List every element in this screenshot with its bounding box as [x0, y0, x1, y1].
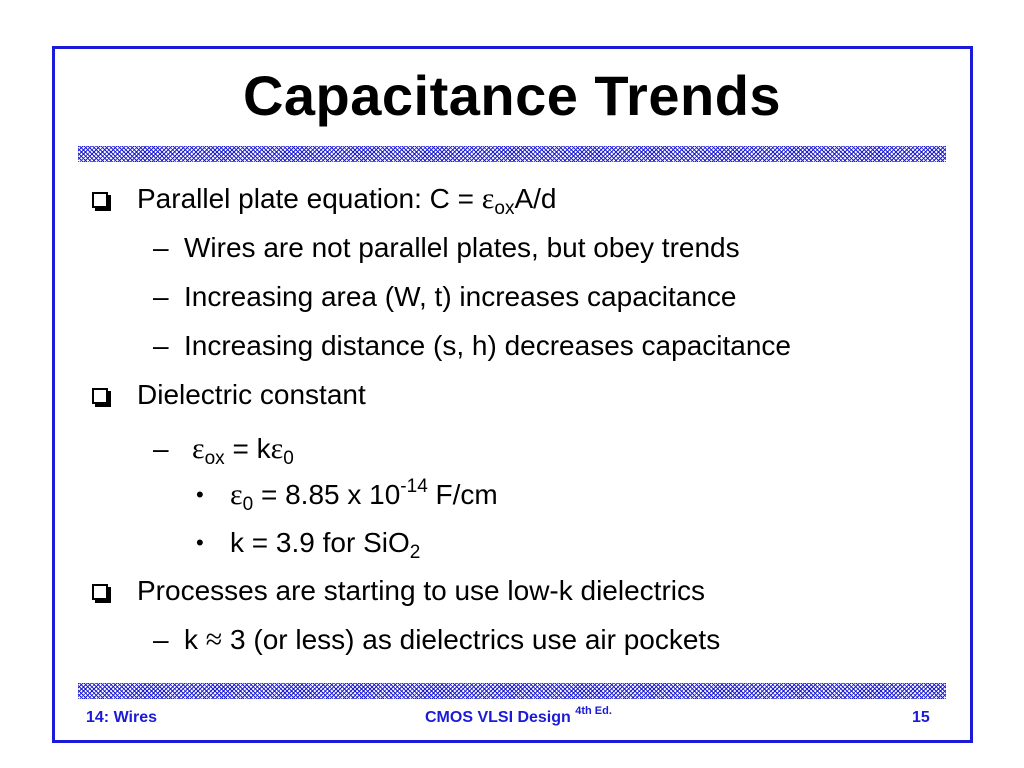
epsilon-symbol: ε	[270, 432, 284, 465]
sub-bullet-eps-ox	[192, 432, 294, 469]
footer-chapter: 14: Wires	[86, 709, 157, 726]
dash-marker: –	[153, 433, 169, 464]
sub-sub-bullet-eps0	[230, 476, 498, 515]
slide-title: Capacitance Trends	[242, 64, 782, 127]
text-post: 3 (or less) as dielectrics use air pockets	[222, 624, 721, 655]
bullet-low-k: Processes are starting to use low-k dielectrics	[137, 575, 705, 606]
bullet-text: Parallel plate equation: C =	[137, 183, 482, 214]
sub-bullet-wires: Wires are not parallel plates, but obey trends	[184, 232, 740, 263]
approx-symbol: ≈	[205, 623, 223, 656]
dot-marker: •	[196, 482, 204, 507]
equation-mid: = k	[224, 433, 271, 464]
epsilon-symbol: ε	[192, 432, 205, 465]
bullet-parallel-plate	[137, 182, 557, 219]
sub-bullet-distance: Increasing distance (s, h) decreases capacitance	[184, 330, 791, 361]
subscript: 0	[283, 448, 294, 469]
footer-edition: 4th Ed.	[575, 705, 612, 717]
sub-sub-bullet-sio2	[230, 526, 421, 563]
dash-marker: –	[153, 232, 169, 263]
equation-text: k = 3.9 for SiO	[230, 527, 410, 558]
text-pre: k	[184, 624, 206, 655]
footer-course-title: CMOS VLSI Design	[425, 709, 571, 726]
dash-marker: –	[153, 330, 169, 361]
checkbox-icon	[92, 584, 108, 600]
checkbox-icon	[92, 192, 108, 208]
top-hatched-rule	[78, 146, 946, 162]
superscript: -14	[400, 476, 428, 497]
bullet-text-tail: A/d	[514, 183, 557, 214]
equation-text: = 8.85 x 10	[253, 479, 401, 510]
subscript: 0	[242, 494, 254, 515]
subscript: 2	[409, 542, 421, 563]
bullet-dielectric-constant: Dielectric constant	[137, 379, 366, 410]
epsilon-symbol: ε	[230, 478, 243, 511]
dash-marker: –	[153, 624, 169, 655]
dot-marker: •	[196, 530, 204, 555]
footer-page-number: 15	[912, 709, 930, 726]
checkbox-icon	[92, 388, 108, 404]
subscript: ox	[204, 448, 225, 469]
sub-bullet-area: Increasing area (W, t) increases capacitance	[184, 281, 737, 312]
unit-text: F/cm	[427, 479, 498, 510]
sub-bullet-air-pockets	[184, 623, 720, 657]
subscript: ox	[494, 198, 515, 219]
footer-course	[425, 707, 612, 729]
bottom-hatched-rule	[78, 683, 946, 699]
epsilon-symbol: ε	[481, 182, 495, 215]
dash-marker: –	[153, 281, 169, 312]
